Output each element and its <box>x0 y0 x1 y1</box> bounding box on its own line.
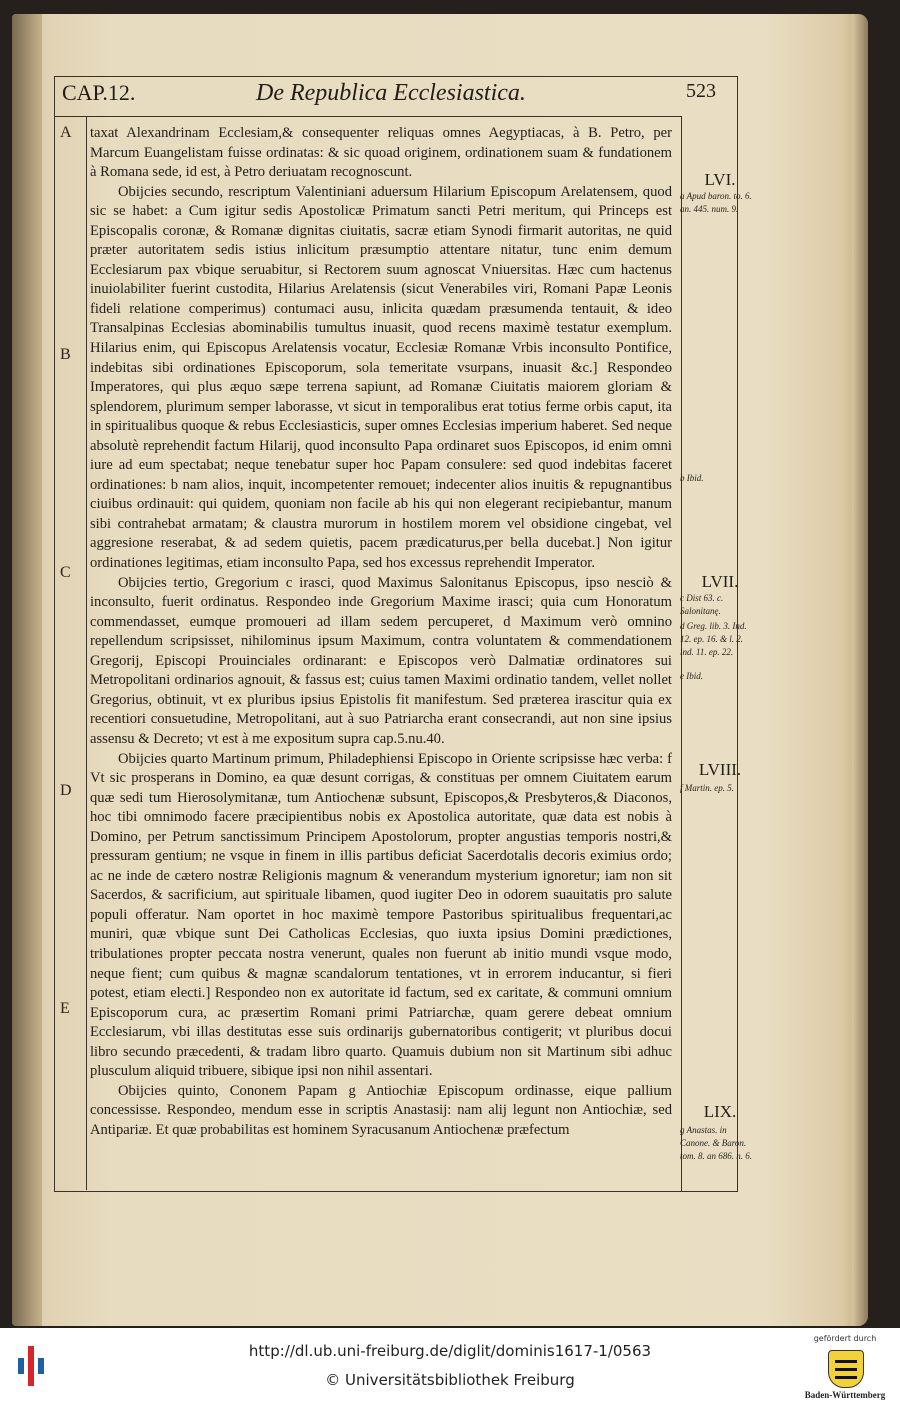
viewer-footer <box>0 1328 900 1406</box>
paragraph-continuation: taxat Alexandrinam Ecclesiam,& consequenter reliquas omnes Aegyptiacas, à B. Petro, per Marcum Euangelistam fuisse ordinatas: & sic quoad originem, ordinationem suam & fundationem à Romana sede, id est, à Petro deriuatam recognoscunt. <box>90 125 672 181</box>
marginal-note-b: b Ibid. <box>680 473 704 483</box>
margin-letter-a: A <box>60 124 72 141</box>
margin-letter-b: B <box>60 346 71 363</box>
section-number-lviii: LVIII. <box>698 760 742 779</box>
margin-letter-e: E <box>60 1000 70 1017</box>
paragraph-objection-2: Obijcies secundo, rescriptum Valentiniani aduersum Hilarium Episcopum Arelatensem, quod sic se habet: a Cum igitur sedis Apostolicæ Primatum sancti Petri meritum, qui Princeps est Episcopalis coronæ, & Romanæ dignitas ciuitatis, sacræ etiam Synodi firmarit autoritas, ne quid præter autoritatem sedis istius inlicitum præsumptio attentare nitatur, tunc enim demum Ecclesiarum pax vbique seruabitur, si Rectorem suum agnoscat Vniuersitas. Hæc cum hactenus inuiolabiliter fuerint custodita, Hilarius Arelatensis (sicut Venerabiles viri, Romani Papæ Leonis fideli relatione comperimus) contumaci ausu, inlicita quædam præsumenda tentauit, & ideo Transalpinas Ecclesias abominabilis tumultus inuasit, quod recens maximè testatur exemplum. Hilarius enim, qui Episcopus Arelatensis vocatur, Ecclesiæ Romanæ Vrbis inconsulto Pontifice, indebitas sibi ordinationes Episcoporum, sola temeritate vsurpans, inuasit &c.] Respondeo Imperatores, qui plus æquo sæpe terrena sapiunt, ad Romanæ Ciuitatis maiorem gloriam & splendorem, plurimum semper laborasse, vt sicut in temporalibus erat totius ferme orbis caput, ita in spiritualibus quoque & rebus Ecclesiasticis, super omnes Ecclesias imperium haberet. Sed neque absolutè reprehendit factum Hilarij, quod inconsulto Papa ordinaret suos Episcopos, id enim omni iure ad eum spectabat; neque tenebatur super hoc Papam consulere: sed quod indebitas faceret ordinationes: b nam alios, inquit, incompetenter remouet; indecenter alios inuitis & repugnantibus ciuibus ordinauit: qui quidem, quoniam non facile ab his qui non elegerant recipiebantur, manum sibi contrahebat armatam; & claustra murorum in hostilem morem vel obsidione cingebat, vel aggresione reserabat, & ad sedem quietis, pacem prædicaturus,per bella ducebat.] Non igitur ordinationes legitimas, etiam inconsulto Papa, sed hos excessus reprehendit Imperator. <box>90 183 672 572</box>
page-number: 523 <box>686 80 716 102</box>
copyright-notice: © Universitätsbibliothek Freiburg <box>325 1371 575 1389</box>
page-fore-edge <box>852 14 868 1326</box>
marginal-note-c: c Dist 63. c. Salonitanę. <box>680 593 724 616</box>
sponsor-name: Baden-Württemberg <box>804 1390 886 1400</box>
chapter-label: CAP.12. <box>62 80 136 105</box>
sponsor-block <box>800 1334 890 1402</box>
marginal-note-f: f Martin. ep. 5. <box>680 783 734 793</box>
marginal-note-e: e Ibid. <box>680 671 703 681</box>
section-number-lvi: LVI. <box>704 170 736 189</box>
running-header <box>58 80 734 112</box>
marginal-note-d: d Greg. lib. 3. Ind. 12. ep. 16. & l. 2. ind. 11. ep. 22. <box>680 621 747 657</box>
section-number-lvii: LVII. <box>701 572 739 591</box>
marginal-note-g: g Anastas. in Canone. & Baron. tom. 8. an 686. n. 6. <box>680 1125 752 1161</box>
paragraph-objection-4: Obijcies quarto Martinum primum, Philadephiensi Episcopo in Oriente scripsisse hæc verba: f Vt sic prosperans in Domino, ea quæ desunt corrigas, & constituas per omnem Ciuitatem earum quæ sedi tum Hierosolymitanæ, tum Antiochenæ subsunt, Episcopos,& Presbyteros,& Diaconos, hoc tibi omnimodo facere præcipientibus nobis ex Apostolica autoritate, quæ data est nobis à Domino, per Petrum sanctissimum Principem Apostolorum, propter angustias temporis nostri,& pressuram gentium; ne vsque in finem in illis partibus deficiat Sacerdotalis decoris eximius ordo; ac ne inde de cætero nostræ Religionis magnum & venerandum mysterium ignoretur; iam non sit Sacerdos, & sacrificium, aut spirituale libamen, quod iugiter Deo in odorem suauitatis pro salute populi offeratur. Nam oportet in hoc maximè tempore Pastoribus spiritualibus frequentari,ac muniri, quæ vbique sunt Dei Catholicas Ecclesias, quo iuxta ipsius Domini prædictiones, tribulationes propter peccata nostra venerunt, quales non fuerunt ab initio mundi vsque modo, neque fient; cum quibus & magnæ scandalorum tentationes, vt in errorem inducantur, si fieri potest, etiam electi.] Respondeo non ex autoritate id factum, sed ex caritate, & communi omnium Episcoporum cura, ac præsertim Romani primi Patriarchæ, quam gerere debeat omnium Ecclesiarum, vbi illas destitutas esse suis ordinarijs gubernatoribus contigerit; vt pluribus docui libro secundo præcedenti, & tradam libro quarto. Quamuis dubium non sit Martinum sibi adhuc plusculum aliquid tribuere, sibique ipsi non nihil assentari. <box>90 750 672 1080</box>
page-gutter <box>12 14 42 1326</box>
margin-letter-d: D <box>60 782 72 799</box>
paragraph-objection-5: Obijcies quinto, Cononem Papam g Antiochiæ Episcopum ordinasse, eique pallium concessisse. Respondeo, mendum esse in scriptis Anastasij: nam alij legunt non Antiochiæ, sed Antipariæ. Et quæ probabilitas est hominem Syracusanum Antiochenæ præfectum <box>90 1082 672 1138</box>
running-title: De Republica Ecclesiastica. <box>256 80 526 106</box>
sponsor-caption: gefördert durch <box>813 1334 877 1343</box>
marginal-note-a: a Apud baron. to. 6. an. 445. num. 9. <box>680 191 752 214</box>
state-crest-icon <box>828 1350 864 1388</box>
permalink-url[interactable]: http://dl.ub.uni-freiburg.de/diglit/dominis1617-1/0563 <box>248 1342 652 1360</box>
section-number-lix: LIX. <box>703 1102 737 1121</box>
inner-margin-rule <box>86 116 87 1190</box>
paragraph-objection-3: Obijcies tertio, Gregorium c irasci, quod Maximus Salonitanus Episcopus, ipso nesciò & inconsulto, fuerit ordinatus. Respondeo inde Gregorium Maxime irasci; quia cum Honoratum commendasset, eumque promoueri ad illam sedem percuperet, d Maximum verò omnino repellendum scripsisset, nihilominus ipsum Maximum, contra voluntatem & commendationem Gregorij, Episcopi Prouinciales ordinarant: e Episcopos verò Dalmatiæ ordinatores sui Metropolitani ordinarios agnouit, & fassus est; cuius tamen Maximi ordinatio tandem, vellet nollet Gregorius, obtinuit, vt ex pluribus ipsius Epistolis fit manifestum. Sed præterea irascitur quia ex recentiori consuetudine, Metropolitani, aut à suo Patriarcha erant consecrandi, aut non sine ipsius assensu & Decreto; vt est à me expositum supra cap.5.nu.40. <box>90 574 672 747</box>
margin-letter-c: C <box>60 564 71 581</box>
main-text-column <box>90 124 672 1140</box>
